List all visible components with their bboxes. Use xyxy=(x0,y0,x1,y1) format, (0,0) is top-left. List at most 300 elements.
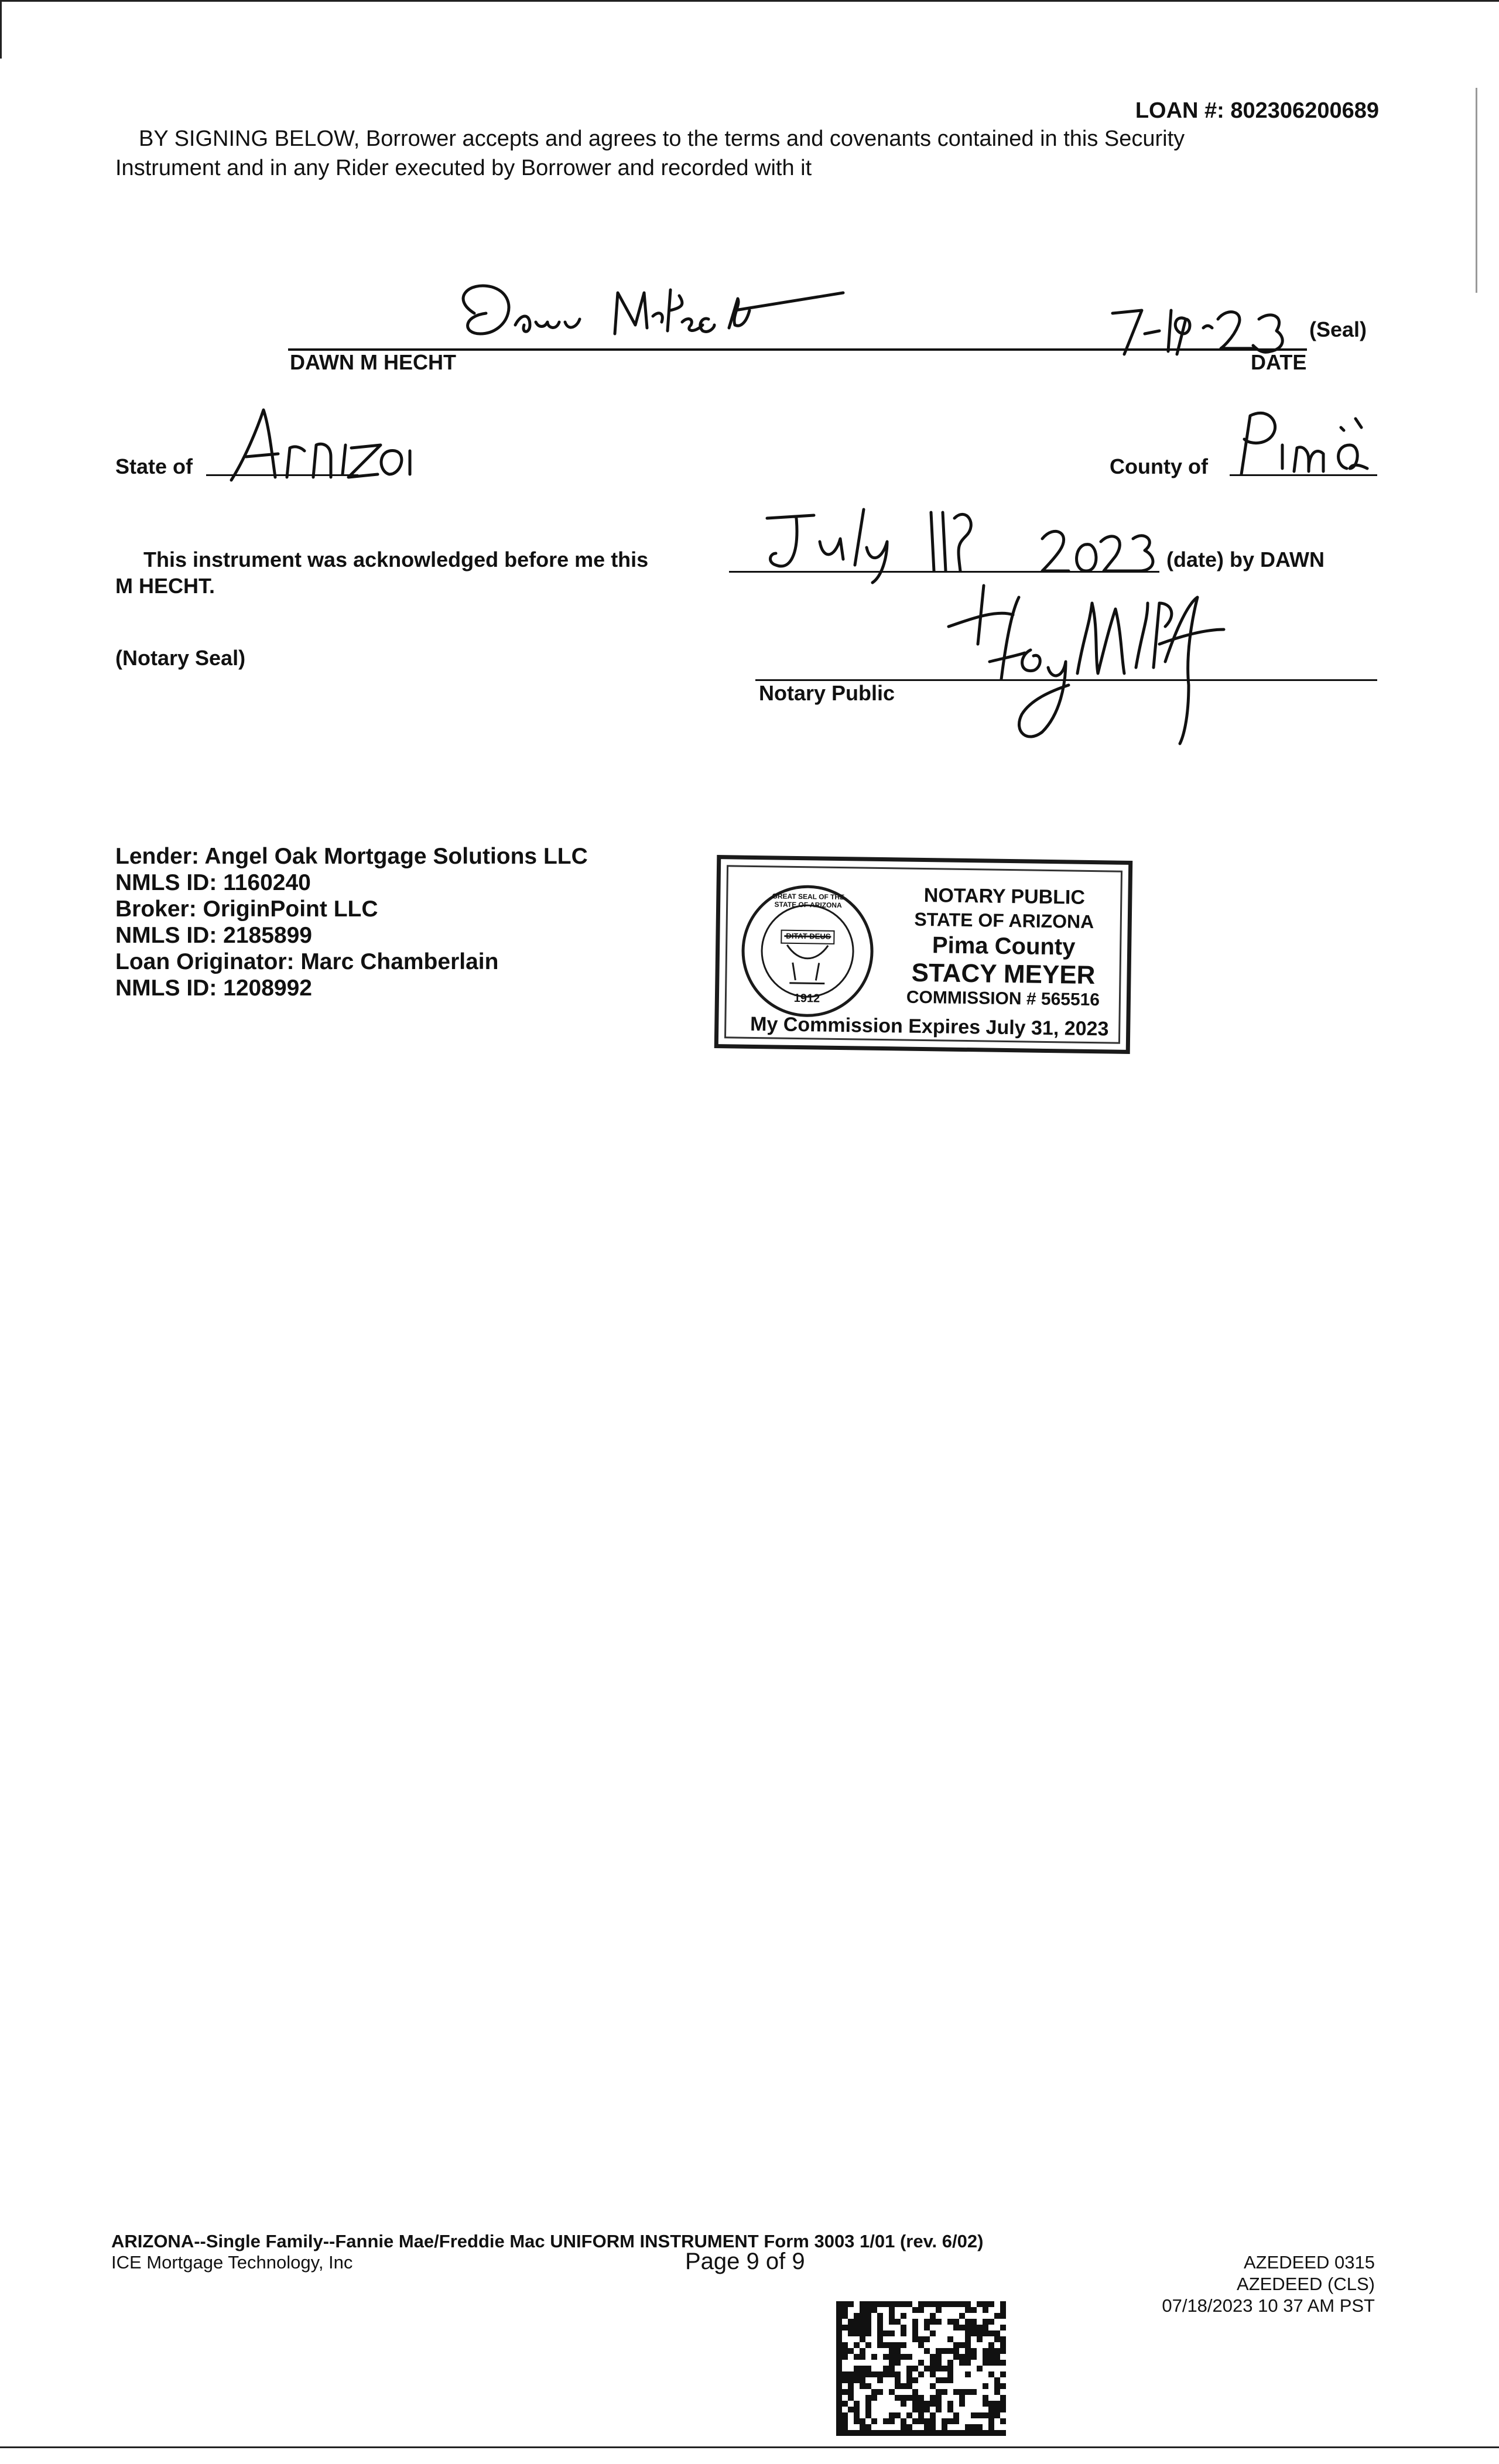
barcode-module xyxy=(848,2389,854,2395)
barcode-module xyxy=(860,2313,865,2319)
barcode-module xyxy=(836,2407,842,2412)
barcode-module xyxy=(959,2354,965,2360)
date-label: DATE xyxy=(1251,350,1307,374)
county-label: County of xyxy=(1110,454,1208,478)
barcode-module xyxy=(994,2412,1000,2418)
barcode-module xyxy=(988,2418,994,2424)
barcode-module xyxy=(1000,2418,1006,2424)
barcode-module xyxy=(983,2430,988,2436)
barcode-module xyxy=(877,2319,883,2325)
barcode-module xyxy=(971,2412,977,2418)
barcode-module xyxy=(918,2371,924,2377)
barcode-module xyxy=(936,2301,942,2307)
barcode-module xyxy=(836,2383,842,2389)
barcode-module xyxy=(947,2301,953,2307)
barcode-module xyxy=(930,2418,936,2424)
barcode-module xyxy=(860,2418,865,2424)
barcode-module xyxy=(836,2377,842,2383)
barcode-module xyxy=(836,2330,842,2336)
footer-code-2: AZEDEED (CLS) xyxy=(1237,2274,1375,2294)
barcode-module xyxy=(924,2348,930,2354)
barcode-module xyxy=(877,2377,883,2383)
broker-nmls: NMLS ID: 2185899 xyxy=(115,923,312,948)
barcode-module xyxy=(883,2342,889,2348)
barcode-module xyxy=(983,2301,988,2307)
barcode-module xyxy=(895,2319,901,2325)
stamp-line-5: COMMISSION # 565516 xyxy=(906,987,1100,1010)
barcode-module xyxy=(860,2424,865,2430)
barcode-module xyxy=(865,2301,871,2307)
barcode-module xyxy=(895,2430,901,2436)
barcode-module xyxy=(936,2348,942,2354)
barcode-module xyxy=(889,2418,895,2424)
barcode-module xyxy=(877,2342,883,2348)
scan-edge-right xyxy=(1476,88,1477,293)
notary-signature xyxy=(913,562,1265,755)
barcode-module xyxy=(848,2407,854,2412)
barcode-module xyxy=(1000,2383,1006,2389)
barcode-module xyxy=(1000,2336,1006,2342)
barcode-module xyxy=(901,2301,906,2307)
barcode-module xyxy=(988,2360,994,2366)
barcode-module xyxy=(836,2313,842,2319)
barcode-module xyxy=(924,2418,930,2424)
barcode-module xyxy=(994,2354,1000,2360)
barcode-module xyxy=(906,2412,912,2418)
seal-year: 1912 xyxy=(793,991,820,1005)
notary-stamp xyxy=(714,855,1133,1054)
barcode-module xyxy=(947,2360,953,2366)
barcode-module xyxy=(895,2377,901,2383)
barcode-module xyxy=(953,2430,959,2436)
barcode-module xyxy=(994,2330,1000,2336)
barcode-module xyxy=(942,2348,947,2354)
barcode-module xyxy=(924,2424,930,2430)
barcode-module xyxy=(854,2371,860,2377)
barcode-module xyxy=(842,2313,848,2319)
footer-form-line: ARIZONA--Single Family--Fannie Mae/Freddie Mac UNIFORM INSTRUMENT Form 3003 1/01 (rev. 6/02) xyxy=(111,2231,984,2251)
loan-originator-nmls: NMLS ID: 1208992 xyxy=(115,976,312,1001)
barcode-module xyxy=(912,2307,918,2313)
barcode-module xyxy=(871,2430,877,2436)
barcode-module xyxy=(860,2319,865,2325)
barcode-module xyxy=(842,2354,848,2360)
barcode-module xyxy=(912,2389,918,2395)
barcode-module xyxy=(848,2430,854,2436)
barcode-module xyxy=(854,2366,860,2371)
acknowledgment-text-after: (date) by DAWN xyxy=(1166,547,1325,571)
barcode-module xyxy=(842,2325,848,2330)
barcode-module xyxy=(854,2377,860,2383)
barcode-module xyxy=(994,2336,1000,2342)
barcode-module xyxy=(942,2301,947,2307)
barcode-module xyxy=(842,2389,848,2395)
barcode-module xyxy=(912,2366,918,2371)
barcode-module xyxy=(860,2430,865,2436)
barcode-module xyxy=(942,2418,947,2424)
barcode-module xyxy=(959,2313,965,2319)
barcode-module xyxy=(936,2360,942,2366)
barcode-module xyxy=(889,2301,895,2307)
barcode-module xyxy=(860,2336,865,2342)
barcode-module xyxy=(871,2354,877,2360)
barcode-module xyxy=(848,2383,854,2389)
barcode-module xyxy=(889,2412,895,2418)
barcode-module xyxy=(836,2389,842,2395)
barcode-module xyxy=(836,2395,842,2401)
barcode-module xyxy=(918,2407,924,2412)
barcode-module xyxy=(877,2330,883,2336)
barcode-module xyxy=(930,2371,936,2377)
barcode-module xyxy=(836,2430,842,2436)
acknowledgment-text: This instrument was acknowledged before me this xyxy=(143,547,649,571)
barcode-module xyxy=(871,2395,877,2401)
barcode-module xyxy=(883,2371,889,2377)
barcode-module xyxy=(842,2418,848,2424)
barcode-module xyxy=(860,2330,865,2336)
barcode-module xyxy=(836,2325,842,2330)
barcode-module xyxy=(836,2371,842,2377)
barcode-module xyxy=(836,2401,842,2407)
barcode-module xyxy=(930,2313,936,2319)
barcode-module xyxy=(930,2383,936,2389)
barcode-module xyxy=(906,2371,912,2377)
barcode-module xyxy=(965,2424,971,2430)
barcode-module xyxy=(854,2354,860,2360)
borrower-name: DAWN M HECHT xyxy=(290,350,456,374)
barcode-module xyxy=(854,2430,860,2436)
barcode-module xyxy=(865,2325,871,2330)
barcode-module xyxy=(994,2430,1000,2436)
barcode-module xyxy=(865,2424,871,2430)
barcode-module xyxy=(895,2301,901,2307)
barcode-module xyxy=(877,2430,883,2436)
barcode-module xyxy=(877,2325,883,2330)
barcode-module xyxy=(953,2418,959,2424)
barcode-module xyxy=(912,2336,918,2342)
barcode-module xyxy=(924,2401,930,2407)
scan-edge-top xyxy=(0,0,1499,2)
barcode-module xyxy=(959,2389,965,2395)
intro-text xyxy=(115,124,1380,183)
barcode-module xyxy=(965,2330,971,2336)
barcode-module xyxy=(865,2430,871,2436)
barcode-module xyxy=(936,2389,942,2395)
barcode-module xyxy=(836,2412,842,2418)
barcode-module xyxy=(930,2412,936,2418)
barcode-module xyxy=(871,2371,877,2377)
barcode-module xyxy=(983,2395,988,2401)
barcode-module xyxy=(854,2342,860,2348)
barcode-module xyxy=(942,2430,947,2436)
borrower-signed-date xyxy=(1101,293,1300,357)
barcode-module xyxy=(983,2325,988,2330)
barcode-module xyxy=(877,2336,883,2342)
state-seal-emblem xyxy=(736,880,878,1022)
barcode-module xyxy=(930,2301,936,2307)
barcode-module xyxy=(930,2360,936,2366)
barcode-module xyxy=(953,2354,959,2360)
footer-company: ICE Mortgage Technology, Inc xyxy=(111,2252,353,2273)
barcode-module xyxy=(901,2401,906,2407)
barcode-module xyxy=(947,2401,953,2407)
barcode-module xyxy=(936,2377,942,2383)
barcode-module xyxy=(983,2348,988,2354)
barcode-module xyxy=(854,2412,860,2418)
barcode-module xyxy=(860,2301,865,2307)
barcode-module xyxy=(895,2348,901,2354)
barcode-module xyxy=(977,2301,983,2307)
barcode-module xyxy=(889,2430,895,2436)
barcode-module xyxy=(901,2424,906,2430)
barcode-module xyxy=(895,2383,901,2389)
barcode-module xyxy=(865,2366,871,2371)
state-handwritten-value xyxy=(223,404,416,486)
barcode-module xyxy=(860,2348,865,2354)
barcode-module xyxy=(947,2418,953,2424)
barcode-module xyxy=(947,2430,953,2436)
barcode-module xyxy=(895,2412,901,2418)
barcode-module xyxy=(983,2354,988,2360)
barcode-module xyxy=(988,2407,994,2412)
barcode-module xyxy=(965,2301,971,2307)
footer-codes xyxy=(1130,2251,1375,2316)
barcode-module xyxy=(836,2354,842,2360)
barcode-module xyxy=(983,2307,988,2313)
barcode-module xyxy=(865,2395,871,2401)
barcode-module xyxy=(936,2430,942,2436)
barcode-module xyxy=(901,2342,906,2348)
barcode-module xyxy=(871,2418,877,2424)
barcode-module xyxy=(889,2319,895,2325)
barcode-module xyxy=(912,2377,918,2383)
barcode-module xyxy=(865,2330,871,2336)
footer-code-1: AZEDEED 0315 xyxy=(1244,2252,1375,2273)
scan-edge-left xyxy=(0,0,2,59)
barcode-module xyxy=(871,2307,877,2313)
borrower-signature xyxy=(433,269,855,357)
intro-line-1: BY SIGNING BELOW, Borrower accepts and agrees to the terms and covenants contained in this Security xyxy=(139,126,1185,151)
barcode-module xyxy=(942,2377,947,2383)
barcode-module xyxy=(983,2330,988,2336)
seal-ring-text: GREAT SEAL OF THE STATE OF ARIZONA xyxy=(772,892,845,910)
barcode-module xyxy=(842,2401,848,2407)
barcode-module xyxy=(877,2371,883,2377)
barcode-module xyxy=(836,2319,842,2325)
barcode-module xyxy=(889,2366,895,2371)
barcode-module xyxy=(860,2366,865,2371)
barcode-module xyxy=(912,2401,918,2407)
barcode-module xyxy=(1000,2313,1006,2319)
barcode-module xyxy=(994,2389,1000,2395)
barcode-module xyxy=(988,2412,994,2418)
barcode-module xyxy=(930,2395,936,2401)
barcode-module xyxy=(901,2418,906,2424)
barcode-module xyxy=(965,2389,971,2395)
barcode-module xyxy=(953,2319,959,2325)
lender-line: Lender: Angel Oak Mortgage Solutions LLC xyxy=(115,844,588,869)
barcode-module xyxy=(965,2307,971,2313)
barcode-module xyxy=(848,2371,854,2377)
barcode-module xyxy=(924,2336,930,2342)
barcode-module xyxy=(877,2389,883,2395)
barcode-module xyxy=(889,2354,895,2360)
barcode-module xyxy=(1000,2348,1006,2354)
barcode-module xyxy=(947,2366,953,2371)
barcode-module xyxy=(965,2319,971,2325)
barcode-module xyxy=(988,2330,994,2336)
barcode-module xyxy=(977,2330,983,2336)
barcode-module xyxy=(918,2401,924,2407)
barcode-module xyxy=(865,2307,871,2313)
barcode-module xyxy=(953,2342,959,2348)
barcode-module xyxy=(836,2366,842,2371)
barcode-module xyxy=(889,2360,895,2366)
barcode-module xyxy=(971,2424,977,2430)
barcode-module xyxy=(883,2330,889,2336)
barcode-module xyxy=(988,2348,994,2354)
barcode-module xyxy=(930,2430,936,2436)
barcode-module xyxy=(959,2325,965,2330)
barcode-module xyxy=(947,2336,953,2342)
barcode-module xyxy=(930,2366,936,2371)
barcode-module xyxy=(983,2401,988,2407)
barcode-module xyxy=(901,2430,906,2436)
barcode-module xyxy=(889,2342,895,2348)
barcode-module xyxy=(912,2418,918,2424)
barcode-module xyxy=(953,2412,959,2418)
barcode-module xyxy=(924,2325,930,2330)
barcode-module xyxy=(924,2366,930,2371)
barcode-module xyxy=(901,2330,906,2336)
footer-page-number: Page 9 of 9 xyxy=(685,2249,805,2274)
barcode-module xyxy=(988,2342,994,2348)
barcode-module xyxy=(889,2313,895,2319)
barcode-module xyxy=(906,2424,912,2430)
barcode-module xyxy=(906,2430,912,2436)
barcode-module xyxy=(842,2348,848,2354)
barcode-module xyxy=(930,2330,936,2336)
barcode-module xyxy=(983,2319,988,2325)
broker-line: Broker: OriginPoint LLC xyxy=(115,896,378,922)
barcode-module xyxy=(883,2301,889,2307)
barcode-module xyxy=(965,2360,971,2366)
barcode-module xyxy=(889,2330,895,2336)
barcode-module xyxy=(854,2418,860,2424)
stamp-line-4: STACY MEYER xyxy=(911,958,1096,990)
barcode-module xyxy=(942,2366,947,2371)
barcode-module xyxy=(959,2395,965,2401)
barcode-module xyxy=(836,2301,842,2307)
barcode-module xyxy=(965,2348,971,2354)
barcode-module xyxy=(906,2395,912,2401)
barcode-module xyxy=(877,2301,883,2307)
barcode-module xyxy=(906,2301,912,2307)
barcode-module xyxy=(930,2401,936,2407)
barcode-module xyxy=(930,2354,936,2360)
barcode-module xyxy=(983,2383,988,2389)
barcode-module xyxy=(965,2325,971,2330)
barcode-module xyxy=(901,2325,906,2330)
barcode-module xyxy=(924,2407,930,2412)
barcode-module xyxy=(848,2301,854,2307)
county-handwritten-value xyxy=(1230,404,1388,480)
barcode-module xyxy=(959,2301,965,2307)
barcode-module xyxy=(936,2307,942,2313)
barcode-module xyxy=(906,2354,912,2360)
barcode-module xyxy=(842,2371,848,2377)
barcode-module xyxy=(883,2366,889,2371)
barcode-module xyxy=(924,2301,930,2307)
barcode-module xyxy=(836,2418,842,2424)
barcode-module xyxy=(988,2371,994,2377)
county-line xyxy=(1230,474,1377,476)
barcode-module xyxy=(971,2307,977,2313)
barcode-module xyxy=(860,2307,865,2313)
barcode-module xyxy=(842,2412,848,2418)
barcode-module xyxy=(889,2348,895,2354)
lender-info xyxy=(115,843,588,1001)
barcode-module xyxy=(1000,2407,1006,2412)
barcode-module xyxy=(953,2325,959,2330)
barcode-module xyxy=(906,2366,912,2371)
barcode-module xyxy=(889,2389,895,2395)
barcode-module xyxy=(977,2325,983,2330)
barcode-module xyxy=(895,2354,901,2360)
state-line xyxy=(206,474,358,476)
barcode-module xyxy=(918,2342,924,2348)
barcode-module xyxy=(994,2360,1000,2366)
barcode-module xyxy=(924,2319,930,2325)
barcode-module xyxy=(854,2319,860,2325)
barcode-module xyxy=(895,2342,901,2348)
barcode-module xyxy=(848,2330,854,2336)
barcode-module xyxy=(865,2371,871,2377)
barcode-module xyxy=(971,2348,977,2354)
barcode-module xyxy=(994,2377,1000,2383)
barcode-module xyxy=(965,2336,971,2342)
barcode-module xyxy=(842,2424,848,2430)
barcode-module xyxy=(936,2395,942,2401)
barcode-module xyxy=(971,2354,977,2360)
barcode-module xyxy=(883,2418,889,2424)
barcode-module xyxy=(860,2354,865,2360)
barcode-module xyxy=(836,2360,842,2366)
barcode-module xyxy=(836,2424,842,2430)
barcode-module xyxy=(918,2360,924,2366)
stamp-line-1: NOTARY PUBLIC xyxy=(923,884,1086,909)
barcode-module xyxy=(965,2354,971,2360)
barcode-module xyxy=(848,2395,854,2401)
barcode-module xyxy=(971,2325,977,2330)
barcode-module xyxy=(860,2325,865,2330)
notary-public-label: Notary Public xyxy=(759,681,895,705)
barcode-module xyxy=(895,2395,901,2401)
barcode-module xyxy=(959,2430,965,2436)
stamp-line-3: Pima County xyxy=(932,932,1076,960)
footer-timestamp: 07/18/2023 10 37 AM PST xyxy=(1162,2295,1375,2316)
barcode-module xyxy=(871,2389,877,2395)
barcode-module xyxy=(865,2313,871,2319)
barcode-module xyxy=(936,2319,942,2325)
barcode-module xyxy=(918,2307,924,2313)
barcode-module xyxy=(947,2407,953,2412)
barcode-module xyxy=(842,2430,848,2436)
barcode-module xyxy=(959,2342,965,2348)
barcode-module xyxy=(959,2360,965,2366)
barcode-module xyxy=(860,2371,865,2377)
barcode-module xyxy=(854,2330,860,2336)
